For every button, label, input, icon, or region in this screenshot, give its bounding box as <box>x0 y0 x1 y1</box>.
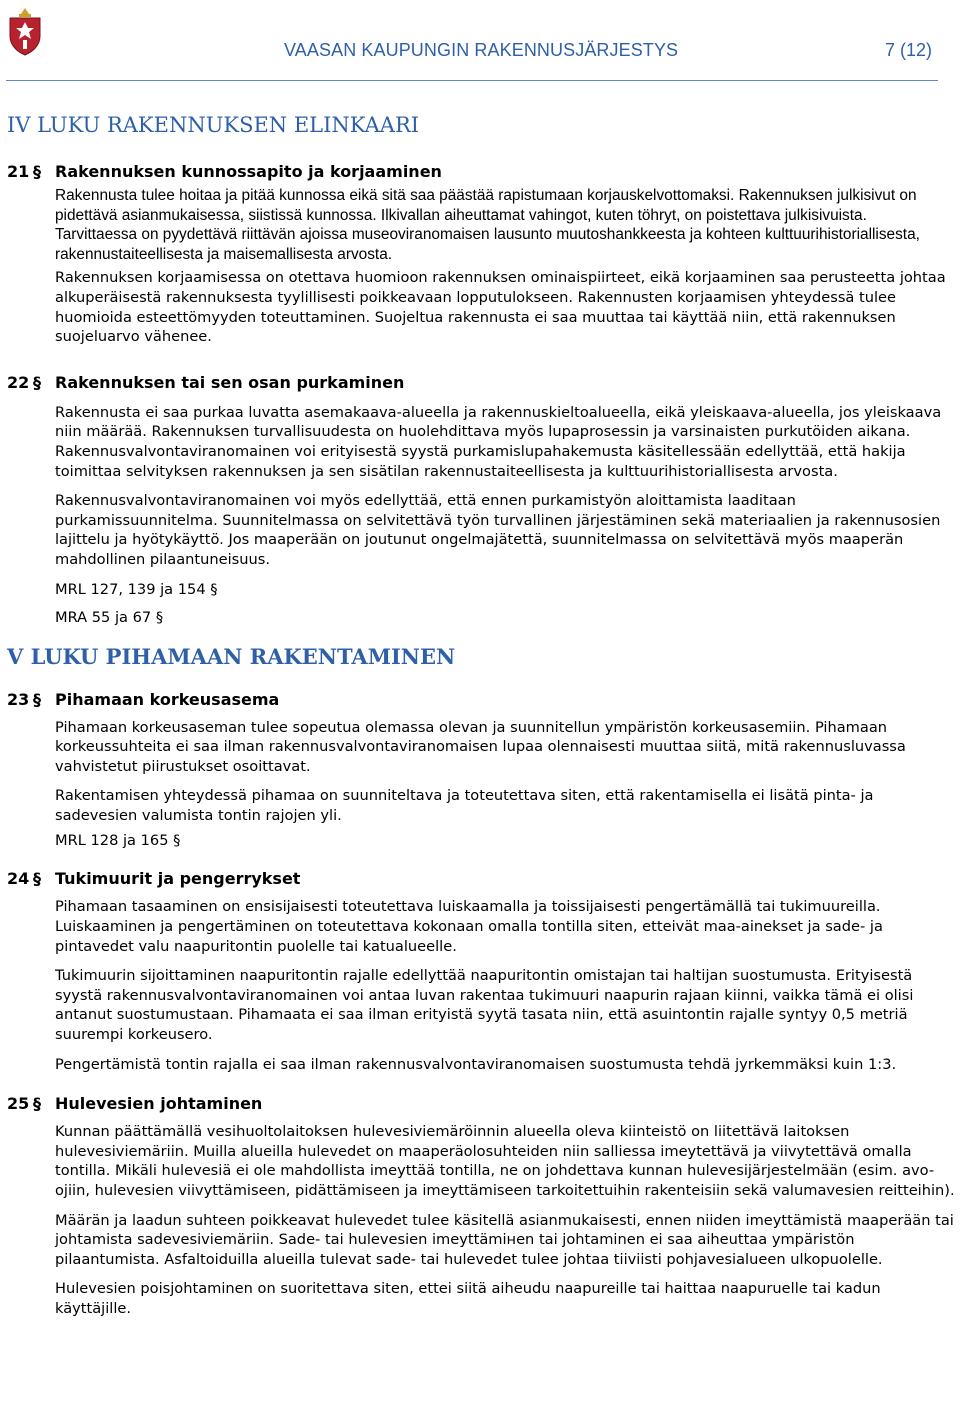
paragraph: Pihamaan korkeusaseman tulee sopeutua olemassa olevan ja suunnitellun ympäristön korkeusasemiin. Pihamaan korkeussuhteita ei saa ilman rakennusvalvontaviranomaisen lupaa olennaisesti muuttaa siitä, mitä rakennusluvassa vahvistetut piirustukset osoittavat. <box>55 718 906 775</box>
paragraph: Tarvittaessa on pyydettävä riittävän ajoissa museoviranomaisen lausunto muutoshankkeesta ja kohteen kulttuurihistoriallisesta, rakennustaiteellisesta ja maisemallisesta arvosta. <box>55 226 920 263</box>
paragraph: Rakennusta ei saa purkaa luvatta asemakaava-alueella ja rakennuskieltoalueella, eikä yleiskaava-alueella, jos yleiskaava niin määrää. Rakennuksen turvallisuudesta on huolehdittava myös lupaprosessin ja varsinaisten purkutöiden aikana. Rakennusvalvontaviranomainen voi erityisestä syystä purkamislupahakemusta käsitellessään edellyttää, että hakija toimittaa selvityksen rakennuksen ja sen sisätilan rakennustaiteellisesta ja kulttuurihistoriallisesta arvosta. <box>55 403 942 480</box>
section-symbol: § <box>33 162 41 181</box>
section-symbol: § <box>33 869 41 889</box>
document-body <box>7 112 955 1325</box>
legal-reference: MRL 127, 139 ja 154 § <box>55 580 218 598</box>
section-title: Tukimuurit ja pengerrykset <box>55 869 301 889</box>
section-25-heading <box>7 1094 955 1114</box>
paragraph: Rakennuksen korjaamisessa on otettava huomioon rakennuksen ominaispiirteet, eikä korjaaminen saa perusteetta johtaa alkuperäisestä rakennuksesta tyylillisesti poikkeavaan lopputulokseen. Rakennusten korjaamisen yhteydessä tulee huomioida esteettömyyden toteuttaminen. Suojeltua rakennusta ei saa muuttaa tai käyttää niin, että rakennuksen suojeluarvo vähenee. <box>55 269 946 346</box>
section-number: 22 <box>7 372 30 392</box>
section-title: Hulevesien johtaminen <box>55 1094 263 1114</box>
paragraph: Kunnan päättämällä vesihuoltolaitoksen hulevesiviemäröinnin alueella oleva kiinteistö on liitettävä laitoksen hulevesiviemäriin. Muilla alueilla hulevedet on maaperäolosuhteiden niin salliessa imeytettävä ja viivytettävä omalla tontilla. Mikäli hulevesiä ei ole mahdollista imeyttää tontilla, ne on johdettava kunnan hulevesijärjestelmään (esim. avo-ojiin, hulevesien viivyttämiseen, pidättämiseen ja imeyttämiseen tarkoitettuihin rakenteisiin sekä valumavesien reitteihin). <box>55 1123 955 1199</box>
section-number: 23 <box>7 689 30 709</box>
section-number: 25 <box>7 1094 30 1114</box>
paragraph: Rakentamisen yhteydessä pihamaa on suunniteltava ja toteutettava siten, että rakentamisella ei lisätä pinta- ja sadevesien valumista tontin rajojen yli. <box>55 787 874 824</box>
chapter-iv-title: IV LUKU RAKENNUKSEN ELINKAARI <box>7 113 420 137</box>
legal-reference: MRA 55 ja 67 § <box>55 608 164 626</box>
paragraph: Rakennusta tulee hoitaa ja pitää kunnossa eikä sitä saa päästää rapistumaan korjauskelvottomaksi. Rakennuksen julkisivut on pidettävä asianmukaisessa, siistissä kunnossa. Ilkivallan aiheuttamat vahingot, kuten töhryt, on poistettava julkisivuista. <box>55 187 917 224</box>
chapter-v-title: V LUKU PIHAMAAN RAKENTAMINEN <box>7 643 456 669</box>
section-number: 21 <box>7 162 30 181</box>
section-21-heading <box>7 162 955 182</box>
paragraph: Pihamaan tasaaminen on ensisijaisesti toteutettava luiskaamalla ja toissijaisesti pengertämällä tai tukimuureilla. Luiskaaminen ja pengertäminen on toteutettava kokonaan omalla tontilla siten, etteivät maa-ainekset ja sade- ja pintavedet valu naapuritontin puolelle tai katualueelle. <box>55 898 883 955</box>
paragraph: Hulevesien poisjohtaminen on suoritettava siten, ettei siitä aiheudu naapureille tai haittaa naapuruelle tai kadun käyttäjille. <box>55 1280 881 1317</box>
section-23-heading <box>7 690 955 710</box>
section-24-heading <box>7 869 955 889</box>
header-divider <box>6 80 938 81</box>
section-symbol: § <box>33 372 41 392</box>
paragraph: Määrän ja laadun suhteen poikkeavat hulevedet tulee käsitellä asianmukaisesti, ennen niiden imeyttämistä maaperään tai johtamista sadevesiviemäriin. Sade- tai hulevesien imeyttämінen tai johtaminen ei saa aiheuttaa ympäristön pilaantumista. Asfaltoiduilla alueilla tulevat sade- tai hulevedet tulee johtaa tiiviisti pohjavesialueen ulkopuolelle. <box>55 1211 954 1268</box>
page-number: 7 (12) <box>884 40 932 60</box>
coat-of-arms-icon <box>6 6 44 56</box>
section-number: 24 <box>7 869 30 889</box>
legal-reference: MRL 128 ja 165 § <box>55 832 181 850</box>
section-22-heading <box>7 373 955 393</box>
section-symbol: § <box>33 689 41 709</box>
section-title: Rakennuksen tai sen osan purkaminen <box>55 372 405 392</box>
running-title: VAASAN KAUPUNGIN RAKENNUSJÄRJESTYS <box>284 40 679 60</box>
section-symbol: § <box>33 1094 41 1114</box>
page-header <box>0 0 960 82</box>
paragraph: Rakennusvalvontaviranomainen voi myös edellyttää, että ennen purkamistyön aloittamista laaditaan purkamissuunnitelma. Suunnitelmassa on selvitettävä työn turvallinen järjestäminen sekä materiaalien ja rakennusosien lajittelu ja hyötykäyttö. Jos maaperään on joutunut ongelmajätettä, suunnitelmassa on selvitettävä myös maaperän mahdollinen pilaantuneisuus. <box>55 492 941 568</box>
section-title: Pihamaan korkeusasema <box>55 689 280 709</box>
paragraph: Tukimuurin sijoittaminen naapuritontin rajalle edellyttää naapuritontin omistajan tai haltijan suostumusta. Erityisestä syystä rakennusvalvontaviranomainen voi antaa luvan rakentaa tukimuuri naapurin rajaan kiinni, vaikka tämä ei olisi antanut suostumustaan. Pihamaata ei saa ilman erityistä syytä tasata niin, että asuintontin rajalle syntyy 0,5 metriä suurempi korkeusero. <box>55 967 914 1044</box>
section-title: Rakennuksen kunnossapito ja korjaaminen <box>55 162 442 181</box>
paragraph: Pengertämistä tontin rajalla ei saa ilman rakennusvalvontaviranomaisen suostumusta tehdä jyrkemmäksi kuin 1:3. <box>55 1055 897 1073</box>
